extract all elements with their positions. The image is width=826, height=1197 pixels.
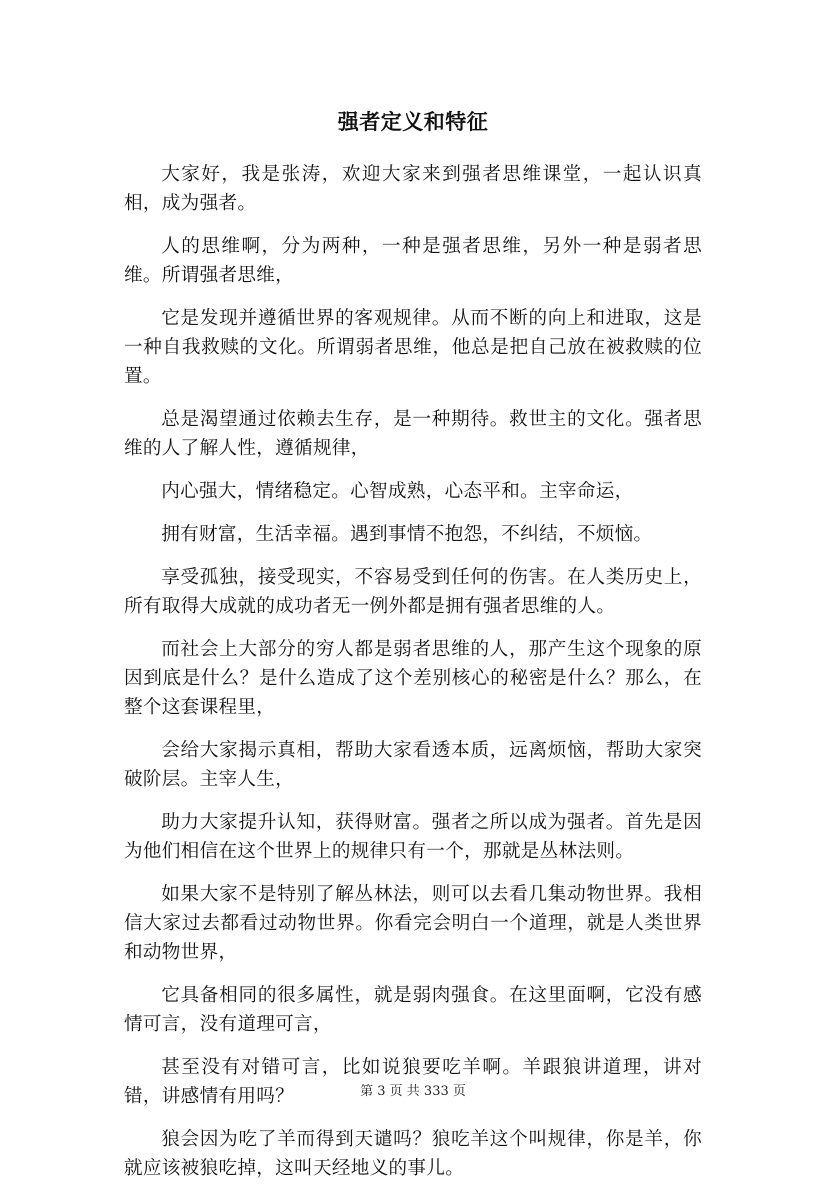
paragraph: 会给大家揭示真相，帮助大家看透本质，远离烦恼，帮助大家突破阶层。主宰人生， [124,740,702,790]
document-body [124,160,702,1197]
paragraph: 内心强大，情绪稳定。心智成熟，心态平和。主宰命运， [161,481,634,502]
paragraph: 它是发现并遵循世界的客观规律。从而不断的向上和进取，这是一种自我救赎的文化。所谓弱者思维，他总是把自己放在被救赎的位置。 [124,308,702,387]
paragraph: 人的思维啊，分为两种，一种是强者思维，另外一种是弱者思维。所谓强者思维， [124,236,702,286]
paragraph: 享受孤独，接受现实，不容易受到任何的伤害。在人类历史上，所有取得大成就的成功者无一例外都是拥有强者思维的人。 [124,567,702,617]
paragraph: 如果大家不是特别了解丛林法，则可以去看几集动物世界。我相信大家过去都看过动物世界。你看完会明白一个道理，就是人类世界和动物世界， [124,884,702,963]
page-number-footer: 第 3 页 共 333 页 [360,1084,466,1099]
paragraph: 拥有财富，生活幸福。遇到事情不抱怨，不纠结，不烦恼。 [161,524,653,545]
document-title: 强者定义和特征 [337,110,489,134]
paragraph: 它具备相同的很多属性，就是弱肉强食。在这里面啊，它没有感情可言，没有道理可言， [124,985,702,1035]
paragraph: 总是渴望通过依赖去生存，是一种期待。救世主的文化。强者思维的人了解人性，遵循规律， [124,409,702,459]
paragraph: 大家好，我是张涛，欢迎大家来到强者思维课堂，一起认识真相，成为强者。 [124,164,702,214]
paragraph: 狼会因为吃了羊而得到天谴吗？狼吃羊这个叫规律，你是羊，你就应该被狼吃掉，这叫天经地义的事儿。 [124,1129,702,1179]
paragraph: 甚至没有对错可言，比如说狼要吃羊啊。羊跟狼讲道理，讲对错，讲感情有用吗？ [124,1057,702,1107]
paragraph: 助力大家提升认知，获得财富。强者之所以成为强者。首先是因为他们相信在这个世界上的规律只有一个，那就是丛林法则。 [124,812,702,862]
paragraph: 而社会上大部分的穷人都是弱者思维的人，那产生这个现象的原因到底是什么？是什么造成了这个差别核心的秘密是什么？那么，在整个这套课程里， [124,639,702,718]
